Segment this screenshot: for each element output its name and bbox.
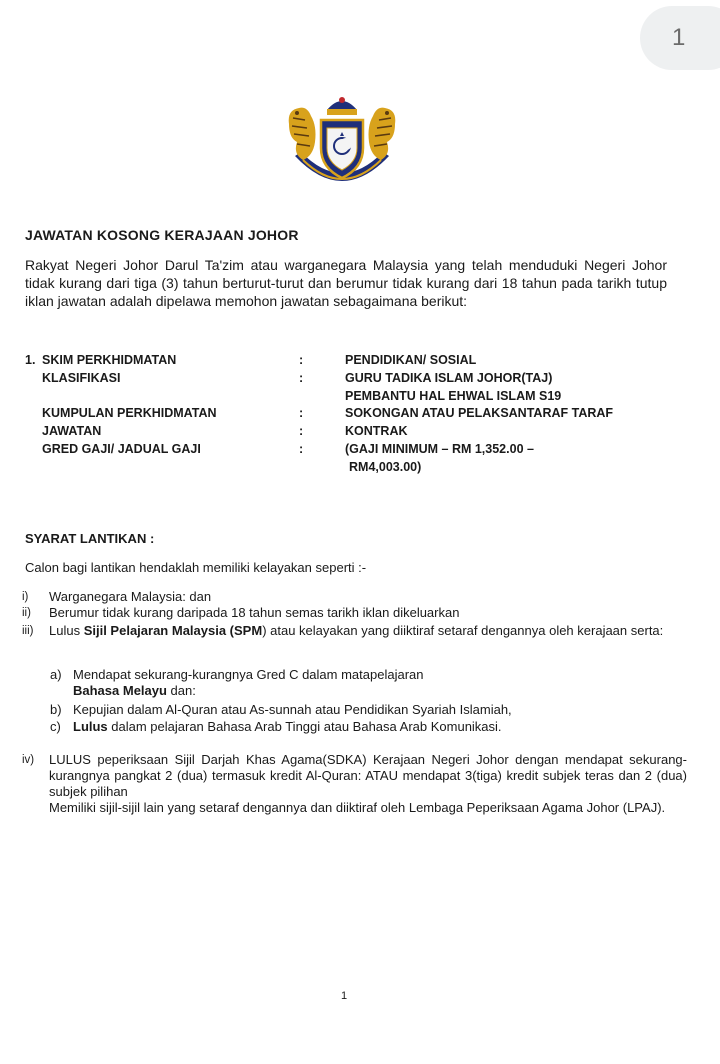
sub-requirement-number: b) xyxy=(50,702,62,717)
requirement-number: ii) xyxy=(22,607,31,619)
row-value: KONTRAK xyxy=(345,424,408,438)
row-colon: : xyxy=(299,371,304,385)
section-1-details xyxy=(25,352,685,482)
page-number-badge: 1 xyxy=(640,6,720,70)
requirement-number: iv) xyxy=(22,754,35,766)
requirement-text: Berumur tidak kurang daripada 18 tahun semas tarikh iklan dikeluarkan xyxy=(49,605,460,620)
sub-requirement-text: Lulus dalam pelajaran Bahasa Arab Tinggi atau Bahasa Arab Komunikasi. xyxy=(73,719,502,734)
sub-requirement-number: c) xyxy=(50,719,61,734)
johor-coat-of-arms-icon xyxy=(283,94,401,196)
requirement-item xyxy=(22,589,692,605)
requirement-item xyxy=(22,623,692,657)
requirement-number: i) xyxy=(22,591,29,603)
row-value: PEMBANTU HAL EHWAL ISLAM S19 xyxy=(345,389,562,403)
requirement-item xyxy=(22,605,692,621)
row-value: SOKONGAN ATAU PELAKSANTARAF TARAF xyxy=(345,406,614,420)
row-label: SKIM PERKHIDMATAN xyxy=(42,353,177,367)
sub-requirement-number: a) xyxy=(50,667,62,682)
row-value: RM4,003.00) xyxy=(349,460,422,474)
row-colon: : xyxy=(299,353,304,367)
row-label: JAWATAN xyxy=(42,424,102,438)
requirement-number: iii) xyxy=(22,625,34,637)
sub-requirement-item xyxy=(50,702,690,718)
sub-requirement-text: Mendapat sekurang-kurangnya Gred C dalam matapelajaran Bahasa Melayu dan: xyxy=(73,667,424,698)
requirement-item xyxy=(22,752,692,840)
row-label: GRED GAJI/ JADUAL GAJI xyxy=(42,442,201,456)
sub-requirement-text: Kepujian dalam Al-Quran atau As-sunnah atau Pendidikan Syariah Islamiah, xyxy=(73,702,512,717)
requirement-text: Lulus Sijil Pelajaran Malaysia (SPM) atau kelayakan yang diiktiraf setaraf dengannya oleh kerajaan serta: xyxy=(49,623,664,638)
intro-paragraph: Rakyat Negeri Johor Darul Ta'zim atau warganegara Malaysia yang telah menduduki Negeri Johor tidak kurang dari tiga (3) tahun berturut-turut dan berumur tidak kurang dari 18 tahun pada tarikh tutup iklan jawatan adalah dipelawa memohon jawatan sebagaimana berikut: xyxy=(25,257,667,309)
row-label: KUMPULAN PERKHIDMATAN xyxy=(42,406,217,420)
row-value: (GAJI MINIMUM – RM 1,352.00 – xyxy=(345,442,534,456)
row-value: PENDIDIKAN/ SOSIAL xyxy=(345,353,477,367)
syarat-lantikan-heading: SYARAT LANTIKAN : xyxy=(25,531,155,546)
footer-page-number: 1 xyxy=(341,990,348,1002)
sub-requirement-item xyxy=(50,719,690,735)
requirement-text: LULUS peperiksaan Sijil Darjah Khas Agama(SDKA) Kerajaan Negeri Johor dengan mendapat sekurang-kurangnya pangkat 2 (dua) termasuk kredit Al-Quran: ATAU mendapat 3(tiga) kredit subjek teras dan 2 (dua) subjek pilihan Memiliki sijil-sijil lain yang setaraf dengannya dan diiktiraf oleh Lembaga Peperiksaan Agama Johor (LPAJ). xyxy=(49,752,687,815)
row-colon: : xyxy=(299,442,304,456)
section-number: 1. xyxy=(25,353,36,367)
row-colon: : xyxy=(299,406,304,420)
row-label: KLASIFIKASI xyxy=(42,371,121,385)
row-value: GURU TADIKA ISLAM JOHOR(TAJ) xyxy=(345,371,553,385)
sub-requirement-item xyxy=(50,667,690,699)
row-colon: : xyxy=(299,424,304,438)
document-title: JAWATAN KOSONG KERAJAAN JOHOR xyxy=(25,227,299,243)
requirement-text: Warganegara Malaysia: dan xyxy=(49,589,212,604)
calon-text: Calon bagi lantikan hendaklah memiliki kelayakan seperti :- xyxy=(25,560,367,575)
